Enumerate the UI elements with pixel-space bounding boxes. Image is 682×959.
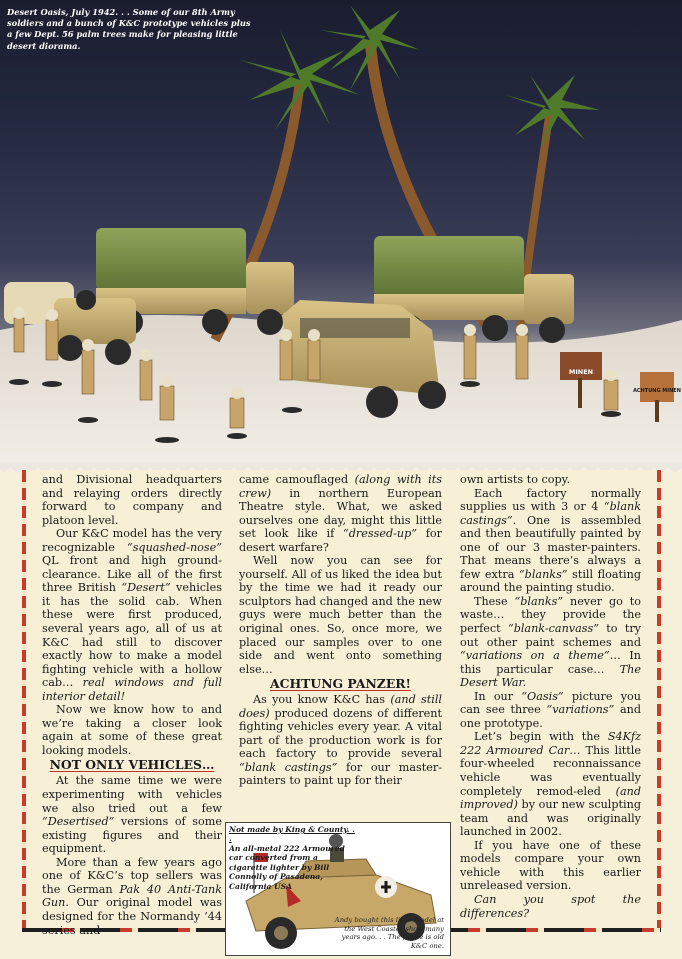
achtung-sign-text: ACHTUNG MINEN [633, 388, 681, 394]
paragraph: More than a few years ago one of K&C’s top sellers was the German Pak 40 Anti-Tank Gun. Our original model was designed for the Normandy ’44 series and [42, 855, 223, 937]
paragraph: In our “Oasis” picture you can see three “variations” and one prototype. [460, 689, 641, 730]
article-column-2 [239, 473, 442, 788]
paragraph: As you know K&C has (and still does) produced dozens of different fighting vehicles every year. A vital part of the production work is for each factory to provide several “blank castings” for our master-painters to paint up for their [239, 693, 442, 788]
section-heading-not-only-vehicles: NOT ONLY VEHICLES… [49, 757, 215, 773]
section-heading-achtung-panzer: ACHTUNG PANZER! [269, 676, 411, 692]
article-column-1 [42, 473, 222, 937]
inset-caption [229, 825, 357, 891]
frame-right [657, 470, 661, 932]
inset-caption-body: An all-metal 222 Armoured car converted from a cigarette lighter by Bill Connolly of Pasadena, California USA [229, 843, 345, 891]
diorama-illustration [0, 0, 682, 470]
paragraph: Each factory normally supplies us with 3 or 4 “blank castings”. One is assembled and then beautifully painted by one of our 3 master-painters. That means there’s always a few extra “blanks” still floating around the painting studio. [460, 486, 641, 595]
inset-note: Andy bought this little model at the West Coaster show many years ago. . . The figure is old K&C one. [334, 916, 444, 950]
diorama-photo [0, 0, 682, 470]
paragraph: came camouflaged (along with its crew) in northern European Theatre style. What, we asked ourselves one day, might this little set look like if “dressed-up” for desert warfare? [239, 473, 443, 554]
paragraph: These “blanks” never go to waste… they provide the perfect “blank-canvass” to try out other paint schemes and “variations on a theme”… In this particular case… The Desert War. [460, 594, 641, 690]
paragraph: Let’s begin with the S4Kfz 222 Armoured Car… This little four-wheeled reconnaissance vehicle was eventually completely remod-eled (and improved) by our new sculpting team and was originally launched in 2002. [460, 730, 641, 839]
minen-sign-text: MINEN [568, 368, 594, 376]
paragraph: If you have one of these models compare your own vehicle with this earlier unreleased version. [460, 838, 641, 893]
paragraph: and Divisional headquarters and relaying orders directly forward to company and platoon level. [42, 473, 222, 527]
paragraph: Well now you can see for yourself. All of us liked the idea but by the time we had it ready our sculptors had changed and the new guys were much better than the original ones. So, once more, we placed our samples over to one side and went onto something else… [239, 554, 442, 676]
frame-left [22, 470, 26, 932]
armoured-car-photo [225, 822, 451, 956]
paragraph: At the same time we were experimenting with vehicles we also tried out a few “Desertised” versions of some existing figures and their equipment. [42, 774, 222, 856]
photo-caption: Desert Oasis, July 1942. . . Some of our 8th Army soldiers and a bunch of K&C prototype vehicles plus a few Dept. 56 palm trees make for pleasing little desert diorama. [7, 7, 251, 51]
paragraph: own artists to copy. [460, 473, 571, 486]
article-column-3 [460, 473, 641, 920]
paragraph: Our K&C model has the very recognizable “squashed-nose” QL front and high ground-clearance. Like all of the first three British “Desert” vehicles it has the solid cab. When these were first produced, several years ago, all of us at K&C had still to discover exactly how to make a model fighting vehicle with a hollow cab… real windows and full interior detail! [42, 527, 223, 703]
paragraph: Now we know how to and we’re taking a closer look again at some of these great looking models. [42, 703, 222, 757]
paragraph: Can you spot the differences? [460, 892, 641, 920]
inset-caption-heading: Not made by King & County. . . [229, 825, 355, 844]
